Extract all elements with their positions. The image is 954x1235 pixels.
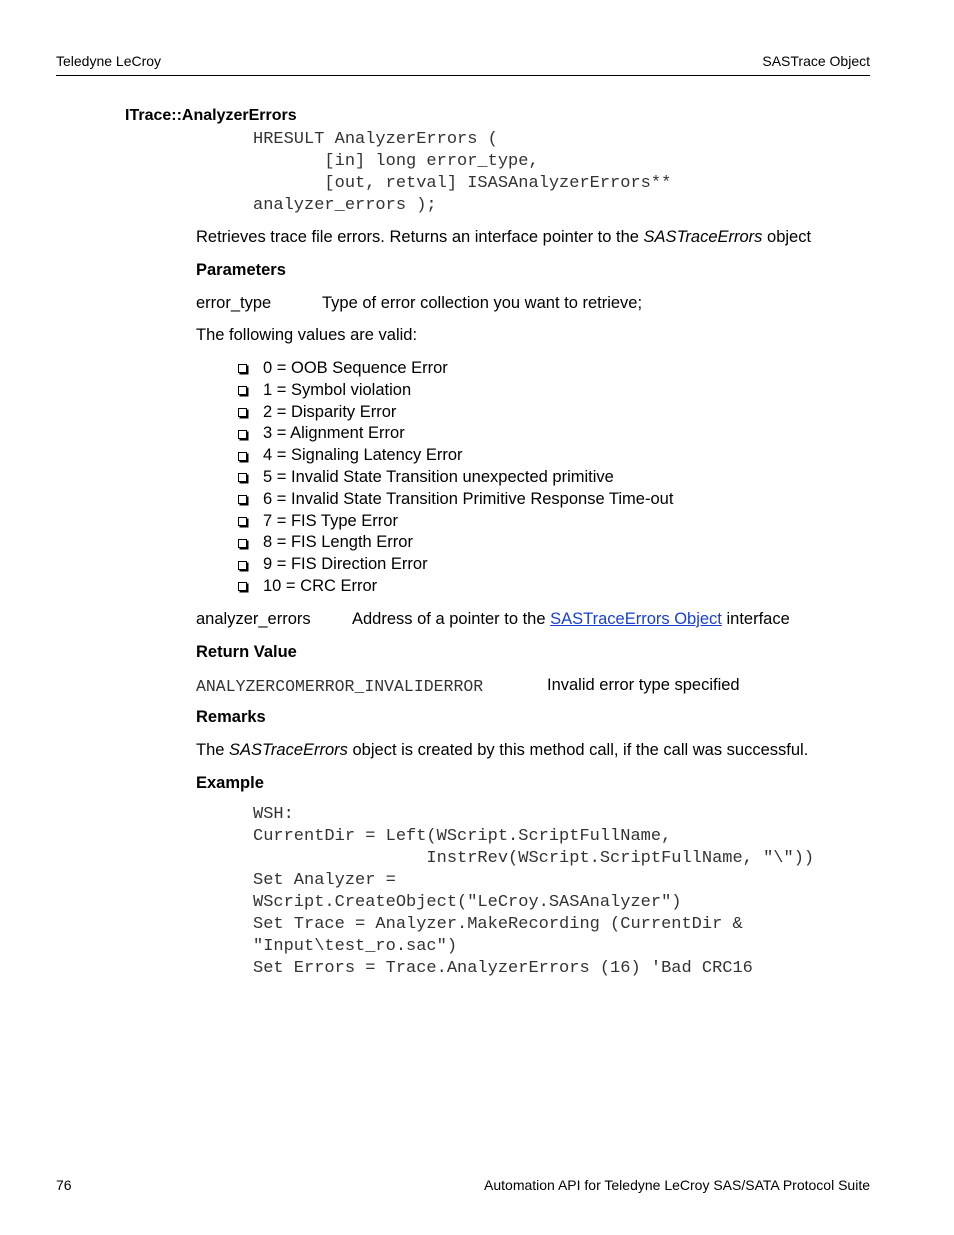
list-item (236, 467, 673, 489)
list-item-text: 8 = FIS Length Error (263, 533, 413, 552)
list-item-text: 0 = OOB Sequence Error (263, 359, 448, 377)
param-analyzer-errors-name: analyzer_errors (196, 610, 311, 628)
description-text-end: object (762, 228, 812, 246)
list-item-text: 10 = CRC Error (263, 576, 378, 595)
param-desc-text: Address of a pointer to the (352, 610, 551, 628)
list-item-text: 4 = Signaling Latency Error (263, 446, 463, 465)
checkbox-square-icon (238, 364, 247, 373)
list-item-text: 7 = FIS Type Error (263, 511, 398, 530)
checkbox-square-icon (238, 408, 247, 417)
list-item (236, 511, 673, 533)
param-desc-text-end: interface (721, 610, 790, 628)
checkbox-square-icon (238, 452, 247, 461)
list-item (236, 554, 673, 576)
error-values-list (236, 358, 673, 598)
list-item-text: 9 = FIS Direction Error (263, 555, 428, 574)
example-heading: Example (196, 774, 264, 792)
remarks-text (196, 741, 808, 760)
list-item-text: 3 = Alignment Error (263, 424, 405, 443)
remarks-italic: SASTraceErrors (229, 741, 348, 759)
remarks-heading: Remarks (196, 708, 266, 726)
example-code: WSH: CurrentDir = Left(WScript.ScriptFullName, InstrRev(WScript.ScriptFullName, "\")) Set Analyzer = WScript.CreateObject("LeCroy.SASAnalyzer") Set Trace = Analyzer.MakeRecording (CurrentDir & "Input\test_ro.sac") Set Errors = Trace.AnalyzerErrors (16) 'Bad CRC16 (253, 805, 815, 978)
page-number: 76 (56, 1177, 72, 1193)
checkbox-square-icon (238, 582, 247, 591)
description (196, 228, 811, 247)
checkbox-square-icon (238, 386, 247, 395)
list-item (236, 532, 673, 554)
list-item-text: 1 = Symbol violation (263, 380, 412, 399)
param-error-type-name: error_type (196, 294, 272, 312)
list-item (236, 402, 673, 424)
parameters-heading: Parameters (196, 261, 286, 279)
list-item (236, 445, 673, 467)
description-text: Retrieves trace file errors. Returns an interface pointer to the (196, 228, 644, 246)
checkbox-square-icon (238, 495, 247, 504)
param-analyzer-errors-desc (352, 610, 790, 629)
header-right-text: SASTrace Object (762, 53, 870, 69)
param-error-type-desc: Type of error collection you want to retrieve; (322, 294, 643, 312)
list-item (236, 380, 673, 402)
return-code: ANALYZERCOMERROR_INVALIDERROR (196, 677, 484, 696)
remarks-text-start: The (196, 741, 230, 759)
section-title: ITrace::AnalyzerErrors (125, 107, 297, 124)
list-item (236, 423, 673, 445)
return-value-heading: Return Value (196, 643, 297, 661)
signature-code: HRESULT AnalyzerErrors ( [in] long error_type, [out, retval] ISASAnalyzerErrors** analyzer_errors ); (253, 130, 672, 215)
list-item (236, 489, 673, 511)
footer-title: Automation API for Teledyne LeCroy SAS/SATA Protocol Suite (484, 1177, 870, 1193)
valid-values-intro: The following values are valid: (196, 326, 418, 344)
header-divider (56, 75, 870, 76)
list-item (236, 576, 673, 598)
description-italic: SASTraceErrors (643, 228, 763, 246)
sastraceerrors-object-link[interactable]: SASTraceErrors Object (550, 610, 722, 628)
return-desc: Invalid error type specified (547, 676, 740, 694)
list-item-text: 2 = Disparity Error (263, 402, 397, 421)
checkbox-square-icon (238, 539, 247, 548)
list-item (236, 358, 673, 380)
checkbox-square-icon (238, 561, 247, 570)
remarks-text-end: object is created by this method call, if the call was successful. (347, 741, 809, 759)
list-item-text: 5 = Invalid State Transition unexpected primitive (263, 467, 614, 486)
header-left-text: Teledyne LeCroy (56, 53, 162, 69)
list-item-text: 6 = Invalid State Transition Primitive Response Time-out (263, 489, 674, 508)
checkbox-square-icon (238, 473, 247, 482)
checkbox-square-icon (238, 517, 247, 526)
checkbox-square-icon (238, 430, 247, 439)
